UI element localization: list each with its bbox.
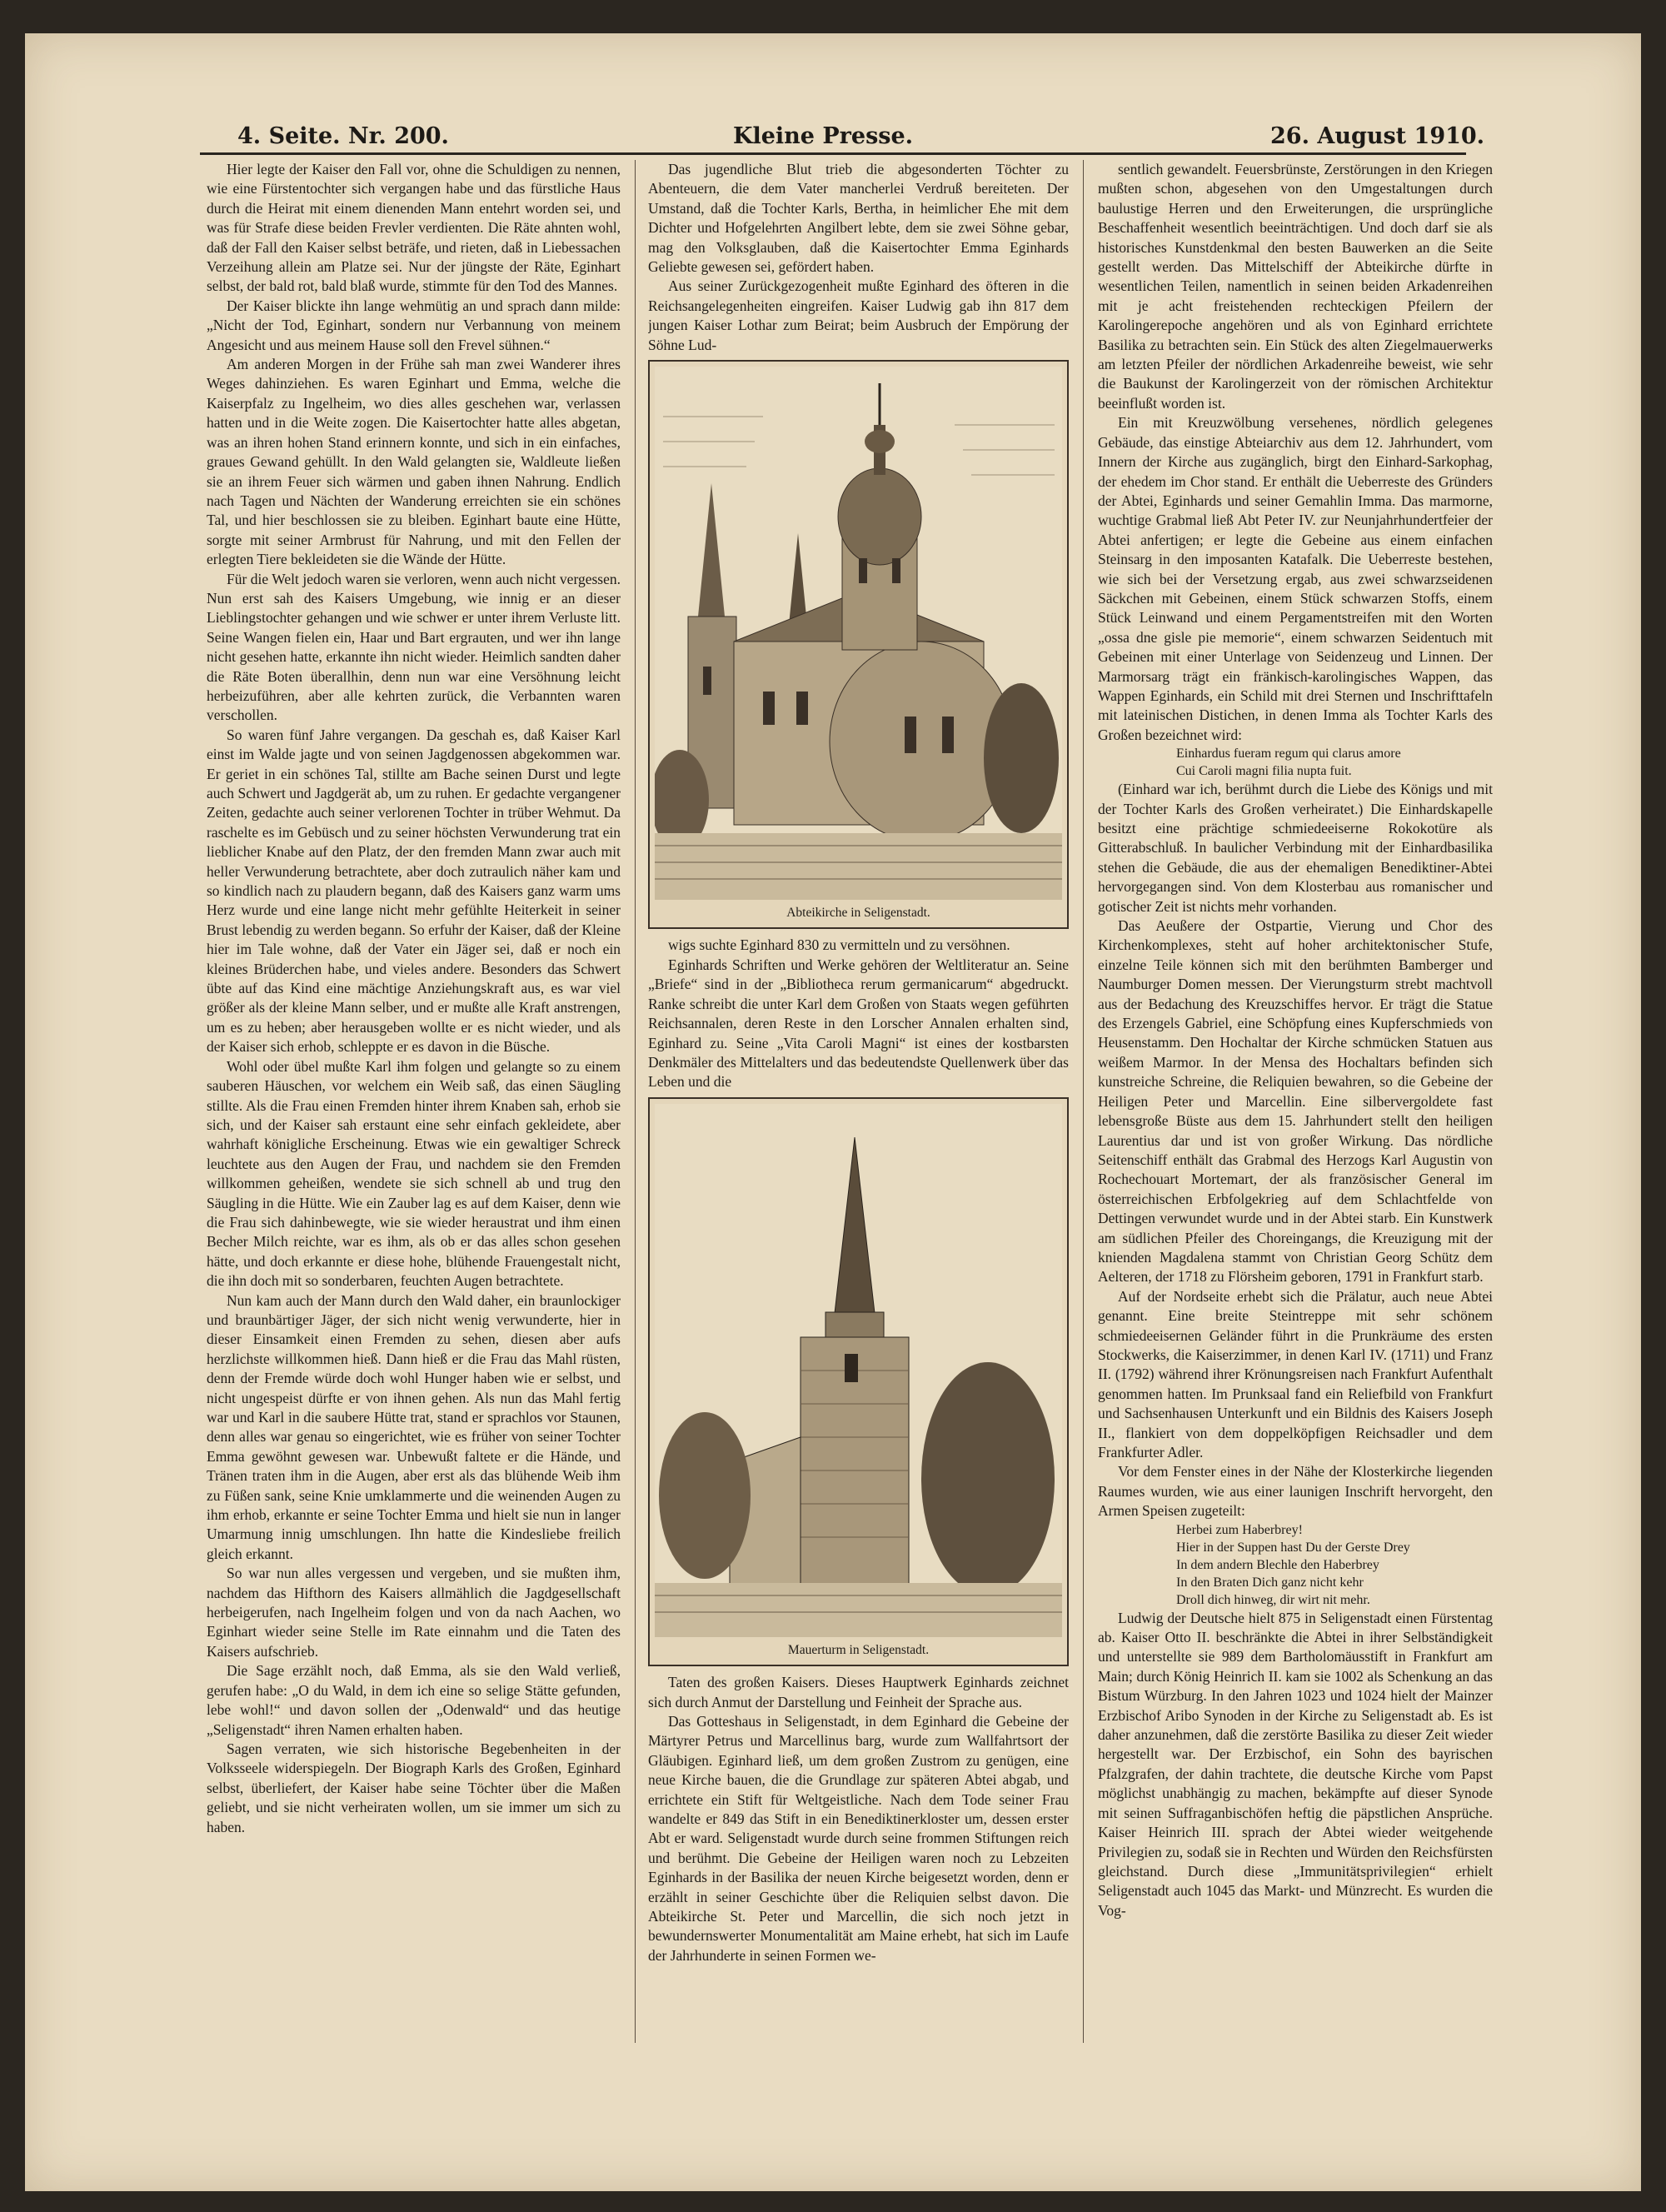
paragraph: Hier legte der Kaiser den Fall vor, ohne die Schuldigen zu nennen, wie eine Fürstentochter sich vergangen habe und das fürstliche Haus durch die Heirat mit einem dienenden Mann entehrt worden sei, und was für Strafe diese beiden Frevler verdienten. Die Räte ahnten wohl, daß der Fall den Kaiser selbst beträfe, und rieten, daß in Liebessachen Verzeihung allein am Platze sei. Nur der jüngste der Räte, Eginhart selbst, der bald rot, bald blaß wurde, stimmte für den Tod des Mannes. — [207, 161, 621, 295]
paragraph: Das Gotteshaus in Seligenstadt, in dem Eginhard die Gebeine der Märtyrer Petrus und Marcellinus barg, wurde zum Wallfahrtsort der Gläubigen. Eginhard ließ, um dem großen Zustrom zu genügen, eine neue Kirche bauen, die die Grundlage zur späteren Abtei abgab, und errichtete ein Stift für Weltgeistliche. Nach dem Tode seiner Frau wandelte er 849 das Stift in ein Benediktinerkloster um, dessen erster Abt er ward. Seligenstadt wurde durch seine frommen Stiftungen reich und berühmt. Die Gebeine der Heiligen waren noch zu Lebzeiten Eginhards in der Basilika der neuen Kirche beigesetzt worden, denn er erzählt in seiner Geschichte über die Reliquien selbst davon. Die Abteikirche St. Peter und Marcellin, die sich noch jetzt in bewundernswerter Monumentalität am Maine erhebt, hat sich im Laufe der Jahrhunderte in seinen Formen we- — [648, 1712, 1069, 1964]
column-1 — [207, 160, 621, 2043]
column-3 — [1098, 160, 1493, 2043]
paragraph: Wohl oder übel mußte Karl ihm folgen und gelangte so zu einem sauberen Häuschen, vor welchem ein Weib saß, das einen Säugling stillte. Als die Frau einen Fremden hinter ihrem Knaben sah, erhob sie sich, und der Kaiser sah erstaunt eine sehr einfach gekleidete, aber wahrhaft königliche Erscheinung. Etwas wie ein gewaltiger Schreck leuchtete aus den Augen der Frau, und nachdem sie den Fremden willkommen geheißen, wendete sie sich schnell ab und trug den Säugling in die Hütte. Wie ein Zauber lag es auf dem Kaiser, denn wie die Frau sich dahinbewegte, wie sie wieder heraustrat und ihm einen Becher Milch reichte, war es ihm, als ob er das alles schon gesehen hätte, und doch erkannte er diese hohe, blühende Frauengestalt nicht, die ihn doch mit so sonderbaren, feuchten Augen betrachtete. — [207, 1057, 621, 1290]
paragraph: Ein mit Kreuzwölbung versehenes, nördlich gelegenes Gebäude, das einstige Abteiarchiv aus dem 12. Jahrhundert, vom Innern der Kirche aus zugänglich, birgt den Einhard-Sarkophag, der ehedem im Chor stand. Er enthält die Ueberreste des Gründers der Abtei, Eginhards und seiner Gemahlin Imma. Das marmorne, wuchtige Grabmal ließ Abt Peter IV. zur Neunjahrhundertfeier der Abtei anfertigen; er legte die Gebeine aus einem einfachen Steinsarg in den imposanten Katafalk. Die Ueberreste bestehen, wie sich bei der Versetzung ergab, aus zwei schwarzseidenen Säckchen mit Gebeinen, einem Stück schwarzen Stoffs, einem Stück Leinwand und einem Pergamentstreifen mit den Worten „ossa dne gisle pie memorie“, einem schwarzen Seidentuch mit Gebeinen mit einer Unterlage von Seidenzeug und Linnen. Der Marmorsarg trägt ein fränkisch-karolingisches Wappen, das Wappen Eginhards, ein Schild mit drei Sternen und Inschrifttafeln mit lateinischen Distichen, in denen Imma als Tochter Karls des Großen bezeichnet wird: — [1098, 414, 1493, 743]
paragraph: Ludwig der Deutsche hielt 875 in Seligenstadt einen Fürstentag ab. Kaiser Otto II. beschränkte die Abtei in ihrer Selbständigkeit und unterstellte sie 989 dem Bartholomäusstift in Frankfurt am Main; durch König Heinrich II. kam sie 1002 als Schenkung an das Bistum Würzburg. In den Jahren 1023 und 1024 hielt der Mainzer Erzbischof Aribo Synoden in der Kirche zu Seligenstadt ab. Es ist daher anzunehmen, daß die zerstörte Basilika zu dieser Zeit wieder hergestellt war. Der Erzbischof, ein Sohn des bayrischen Pfalzgrafen, der dahin trachtete, die deutsche Kirche vom Papst möglichst unabhängig zu machen, bekämpfte auf dieser Synode mit seinen Suffraganbischöfen heftig die päpstlichen Ansprüche. Kaiser Heinrich III. sprach der Abtei wieder weitgehende Privilegien zu, sodaß sie in Rechten und Würden den Reichsfürsten gleichstand. Durch diese „Immunitätsprivilegien“ erhielt Seligenstadt auch 1045 das Markt- und Münzrecht. Es wurden die Vog- — [1098, 1609, 1493, 1919]
column-2 — [648, 160, 1069, 2043]
masthead: Kleine Presse. — [733, 123, 914, 149]
figure-caption: Mauerturm in Seligenstadt. — [787, 1642, 930, 1657]
header-rule — [200, 152, 1466, 155]
german-verse-line: Droll dich hinweg, dir wirt nit mehr. — [1176, 1592, 1370, 1607]
paragraph: Sagen verraten, wie sich historische Begebenheiten in der Volksseele widerspiegeln. Der Biograph Karls des Großen, Eginhard selbst, überliefert, der Kaiser habe seine Töchter über die Maßen geliebt, und sie nicht verheiraten wollen, um sie immer um sich zu haben. — [207, 1740, 621, 1835]
paragraph: wigs suchte Eginhard 830 zu vermitteln und zu versöhnen. — [668, 936, 1010, 954]
page-number: 4. Seite. Nr. 200. — [237, 123, 449, 149]
paragraph: Die Sage erzählt noch, daß Emma, als sie den Wald verließ, gerufen habe: „O du Wald, in dem ich eine so selige Stätte gefunden, lebe wohl!“ und davon sollen der „Odenwald“ und das heutige „Seligenstadt“ ihren Namen erhalten haben. — [207, 1662, 621, 1738]
paragraph: (Einhard war ich, berühmt durch die Liebe des Königs und mit der Tochter Karls des Großen verheiratet.) Die Einhardskapelle besitzt eine prächtige schmiedeeiserne Rokokotüre als Gitterabschluß. In baulicher Verbindung mit der Einhardbasilika stehen die Gebäude, die aus der ehemaligen Benediktiner-Abtei hervorgegangen sind. Von dem Klosterbau aus romanischer und gotischer Zeit ist nichts mehr vorhanden. — [1098, 781, 1493, 915]
figure-wall-tower — [648, 1097, 1069, 1666]
paragraph: Aus seiner Zurückgezogenheit mußte Eginhard des öfteren in die Reichsangelegenheiten eingreifen. Kaiser Ludwig gab ihn 817 dem jungen Kaiser Lothar zum Beirat; beim Ausbruch der Empörung der Söhne Lud- — [648, 277, 1069, 353]
column-divider — [1083, 160, 1084, 2043]
german-verse-line: In dem andern Blechle den Haberbrey — [1176, 1557, 1379, 1572]
paragraph: Vor dem Fenster eines in der Nähe der Klosterkirche liegenden Raumes wurden, wie aus einer launigen Inschrift hervorgeht, den Armen Speisen zugeteilt: — [1098, 1463, 1493, 1520]
column-divider — [635, 160, 636, 2043]
german-verse-line: In den Braten Dich ganz nicht kehr — [1176, 1575, 1364, 1590]
page-header — [200, 123, 1485, 157]
paragraph: Taten des großen Kaisers. Dieses Hauptwerk Eginhards zeichnet sich durch Anmut der Darstellung und Feinheit der Sprache aus. — [648, 1674, 1069, 1710]
paragraph: Das jugendliche Blut trieb die abgesonderten Töchter zu Abenteuern, die dem Vater mancherlei Verdruß bereiteten. Der Umstand, daß die Tochter Karls, Bertha, in heimlicher Ehe mit dem Dichter und Hofgelehrten Angilbert lebte, dem sie zwei Söhne gebar, mag den Volksglauben, daß die Kaisertochter Emma Eginhards Geliebte gewesen sei, gefördert haben. — [648, 161, 1069, 276]
german-verse-line: Herbei zum Haberbrey! — [1176, 1522, 1303, 1537]
abbey-church-illustration — [655, 367, 1062, 900]
paragraph: Für die Welt jedoch waren sie verloren, wenn auch nicht vergessen. Nun erst sah des Kaisers Umgebung, wie innig er an dieser Lieblingstochter gehangen und wie schwer er unter ihrem Verluste litt. Seine Wangen fielen ein, Haar und Bart ergrauten, und wer ihn lange nicht gesehen hatte, erkannte ihn nicht wieder. Heimlich sandten daher die Räte Boten überallhin, denn nun war eine Versöhnung leicht herbeizuführen, aber alle kehrten zurück, die Verbannten waren verschollen. — [207, 570, 621, 724]
issue-date: 26. August 1910. — [1270, 123, 1485, 149]
paragraph: Auf der Nordseite erhebt sich die Prälatur, auch neue Abtei genannt. Eine breite Steintreppe mit sehr schönem schmiedeeisernen Geländer führt in die Prunkräume des ersten Stockwerks, die Kaiserzimmer, in denen Karl IV. (1711) und Franz II. (1792) während ihrer Krönungsreisen nach Frankfurt Aufenthalt genommen hatten. Im Prunksaal fand ein Reliefbild von Frankfurt und Sachsenhausen Unterkunft und ein Bildnis des Kaisers Joseph II., flankiert von dem doppelköpfigen Reichsadler und dem Frankfurter Adler. — [1098, 1287, 1493, 1461]
latin-verse-line: Einhardus fueram regum qui clarus amore — [1176, 746, 1401, 761]
paragraph: Nun kam auch der Mann durch den Wald daher, ein braunlockiger und braunbärtiger Jäger, der sich nicht wenig verwunderte, hier in dieser Einsamkeit einen Fremden zu sehen, diesen aber aufs herzlichste willkommen hieß. Dann hieß er die Frau das Mahl rüsten, denn der Fremde würde doch wohl Hunger haben wie er selbst, und nicht ungespeist dürfte er von ihnen gehen. Als nun das Mahl fertig war und Karl in die saubere Hütte trat, stand er sprachlos vor Staunen, denn alles war genau so eingerichtet, wie es früher von seiner Tochter Emma gewöhnt gewesen war. Unbewußt faltete er die Hände, und Tränen traten ihm in die Augen, aber erst als das blühende Weib ihm zu Füßen sank, seine Knie umklammerte und die weinenden Augen zu ihm erhob, erkannte er seine Tochter Emma und hielt sie nun in langer Umarmung innig umschlungen. Ihn hatte die Kindesliebe freilich gleich erkannt. — [207, 1291, 621, 1562]
paragraph: sentlich gewandelt. Feuersbrünste, Zerstörungen in den Kriegen mußten schon, abgesehen von den Umgestaltungen durch baulustige Herren und den Erweiterungen, die ursprüngliche Beschaffenheit wesentlich beeinträchtigen. Und doch darf sie als historisches Kunstdenkmal den besten Bauwerken an die Seite gestellt werden. Das Mittelschiff der Abteikirche dürfte in wesentlichen Teilen, namentlich in seinen beiden Arkadenreihen mit je acht freistehenden rechteckigen Pfeilern der Karolingerepoche angehören und als von Eginhard errichtete Basilika zu betrachten sein. Ein Stück des alten Ziegelmauerwerks am letzten Pfeiler der nördlichen Arkadenreihe beweist, wie sehr die Baukunst der Karolingerzeit von der römischen Architektur beeinflußt worden ist. — [1098, 161, 1493, 412]
paragraph: So war nun alles vergessen und vergeben, und sie mußten ihm, nachdem das Hifthorn des Kaisers allmählich die Jagdgesellschaft herbeigerufen, nach Ingelheim folgen und von da nach Aachen, wo Eginhart wieder seine Stelle im Rate einnahm und die Taten des Kaisers aufschrieb. — [207, 1565, 621, 1660]
german-verse-line: Hier in der Suppen hast Du der Gerste Drey — [1176, 1540, 1410, 1555]
paragraph: Eginhards Schriften und Werke gehören der Weltliteratur an. Seine „Briefe“ sind in der „Bibliotheca rerum germanicarum“ abgedruckt. Ranke schreibt die unter Karl dem Großen von Staats wegen geführten Reichsannalen, deren Reste in den Lorscher Annalen erhalten sind, Eginhard zu. Seine „Vita Caroli Magni“ ist eines der kostbarsten Denkmäler des Mittelalters und das bedeutendste Quellenwerk über das Leben und die — [648, 956, 1069, 1091]
paragraph: Am anderen Morgen in der Frühe sah man zwei Wanderer ihres Weges dahinziehen. Es waren Eginhart und Emma, welche die Kaiserpfalz zu Ingelheim, wo dies alles geschehen war, verlassen hatten und in die Weite zogen. Die Kaisertochter hatte alles abgetan, was an ihren hohen Stand erinnern konnte, und sich in ein einfaches, graues Gewand gehüllt. In den Wald gelangten sie, Waldleute ließen sie an ihrem Feuer sich wärmen und gaben ihnen Nahrung. Endlich nach Tagen und Nächten der Wanderung erreichten sie ein schönes Tal, und hier beschlossen sie zu bleiben. Eginhart baute eine Hütte, sorgte mit seiner Armbrust für Nahrung, und mit den Fellen der erlegten Tiere bekleideten sie die Wände der Hütte. — [207, 356, 621, 568]
paragraph: Das Aeußere der Ostpartie, Vierung und Chor des Kirchenkomplexes, steht auf hoher architektonischer Stufe, einzelne Teile können sich mit den berühmten Bamberger und Naumburger Domen messen. Der Vierungsturm strebt machtvoll aus der Bedachung des Kreuzschiffes hervor. Er trägt die Statue des Erzengels Gabriel, eine Schöpfung eines Kupferschmieds von Heusenstamm. Den Hochaltar der Kirche schmücken Statuen aus weißem Marmor. In der Mensa des Hochaltars befinden sich kunstreiche Schreine, die Reliquien bewahren, so die Gebeine der Heiligen Peter und Marcellin. Eine silbervergoldete fast lebensgroße Büste aus dem 15. Jahrhundert stellt den heiligen Laurentius dar und ist von großer Wirkung. Das nördliche Seitenschiff enthält das Grabmal des Herzogs Karl Augustin von Rochechouart Mortemart, der als französischer General im österreichischen Erbfolgekrieg auf dem Schlachtfelde von Dettingen verwundet wurde und in der Abtei starb. Ein Kunstwerk am südlichen Pfeiler des Choreingangs, die Kreuzigung mit der knienden Magdalena stammt von Christian Georg Schütz dem Aelteren, der 1718 zu Flörsheim geboren, 1791 in Frankfurt starb. — [1098, 917, 1493, 1286]
figure-abbey-church — [648, 360, 1069, 929]
latin-verse-line: Cui Caroli magni filia nupta fuit. — [1176, 764, 1352, 779]
paragraph: Der Kaiser blickte ihn lange wehmütig an und sprach dann milde: „Nicht der Tod, Eginhart, sondern nur Verbannung von meinem Angesicht und aus meinem Hause soll den Frevel sühnen.“ — [207, 297, 621, 353]
paragraph: So waren fünf Jahre vergangen. Da geschah es, daß Kaiser Karl einst im Walde jagte und von seinen Jagdgenossen abgekommen war. Er geriet in ein schönes Tal, stillte am Bache seinen Durst und legte auch Schwert und Jagdgerät ab, um zu ruhen. Er gedachte vergangener Zeiten, gedachte auch seiner verlorenen Tochter in trüber Wehmut. Da raschelte es im Gebüsch und zu seiner höchsten Verwunderung trat ein lieblicher Knabe auf den Platz, der den fremden Mann zwar auch mit heller Verwunderung betrachtete, aber doch zutraulich näher kam und so kindlich nach zu plaudern begann, daß des Kaisers ganz warm ums Herz wurde und eine lange nicht mehr gefühlte Heiterkeit in seiner Brust lebendig zu werden begann. So erfuhr der Kaiser, daß der Kleine hier im Tale wohne, daß der Vater ein Jäger sei, daß er noch ein kleines Brüderchen habe, und vieles andere. Besonders das Schwert übte auf das Kind eine mächtige Anziehungskraft aus, es war viel größer als der kleine Mann selber, und er mußte alle Kraft anstrengen, um es zu heben; aber herausgeben wollte er es nicht wieder, und als der Kaiser sich erhob, schleppte er es davon in die Büsche. — [207, 726, 621, 1056]
figure-caption: Abteikirche in Seligenstadt. — [786, 906, 930, 921]
wall-tower-illustration — [655, 1104, 1062, 1637]
